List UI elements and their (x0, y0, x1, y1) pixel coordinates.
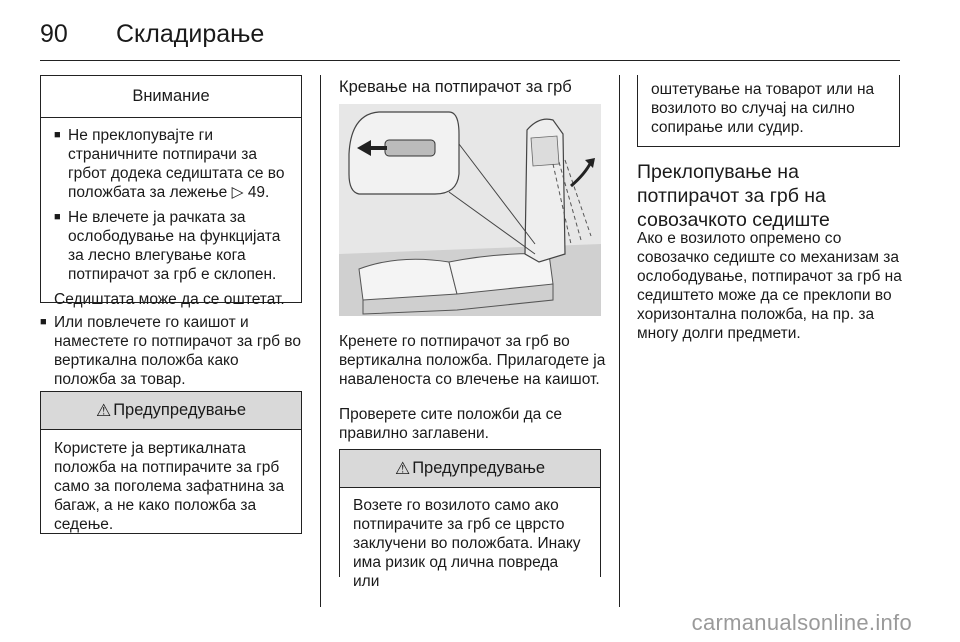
warning-triangle-icon: ⚠ (95, 400, 112, 420)
warning-box-left-title: Предупредување (113, 401, 247, 419)
caution-box (40, 75, 302, 308)
page-number: 90 (40, 20, 68, 48)
warning-box-middle-body: Возете го возилото само ако потпирачите за грб се цврсто заклучени во положбата. Инаку има ризик од лична повреда или (353, 497, 581, 590)
section-heading-fold-passenger: Преклопување на потпирачот за грб на совозачкото седиште (637, 161, 830, 231)
right-paragraph: Ако е возилото опремено со совозачко седиште со механизам за ослободување, потпирачот за грб на седиштето може да се преклопи во хоризонтална положба, на пр. за многу долги предмети. (637, 230, 902, 342)
caution-reference-page: 49. (247, 184, 270, 201)
warning-box-continued (637, 75, 900, 147)
left-bullet-text: Или повлечете го каишот и наместете го потпирачот за грб во вертикална положба како положба за товар. (54, 314, 301, 388)
middle-paragraph-1: Кренете го потпирачот за грб во вертикална положба. Прилагодете ја наваленоста со влечење на каишот. (339, 333, 606, 388)
warning-box-continued-body: оштетување на товарот или на возилото во случај на силно сопирање или судир. (651, 81, 875, 136)
arrow-reference-icon: ▷ (231, 184, 244, 201)
caution-note: Седиштата може да се оштетат. (54, 291, 285, 308)
bullet-square-icon: ■ (40, 316, 47, 328)
caution-box-title: Внимание (41, 76, 301, 118)
seat-backrest-illustration (339, 104, 601, 316)
page-header (40, 14, 920, 60)
warning-box-left-body: Користете ја вертикалната положба на потпирачите за грб само за поголема зафатнина за багаж, а не како положба за седење. (54, 440, 285, 533)
column-divider-left (320, 75, 321, 607)
warning-box-left-header (41, 392, 301, 430)
warning-box-middle-header (340, 450, 600, 488)
warning-box-middle (339, 449, 601, 590)
warning-box-middle-title: Предупредување (412, 459, 546, 477)
column-divider-right (619, 75, 620, 607)
caution-bullet-1-text: Не преклопувајте ги страничните потпирачи за грбот додека седиштата се во положбата за лежење (68, 127, 285, 201)
caution-bullet-1 (54, 126, 289, 202)
caution-bullet-2: ■ Не влечете ја рачката за ослободување на функцијата за лесно влегување кога потпирачот за грб е склопен. (54, 208, 289, 284)
caution-box-body (41, 118, 301, 309)
section-heading-raise: Кревање на потпирачот за грб (339, 78, 572, 96)
seat-illustration-svg (339, 104, 601, 316)
watermark: carmanualsonline.info (691, 610, 912, 635)
warning-triangle-icon: ⚠ (394, 458, 411, 478)
warning-box-left (40, 391, 302, 534)
middle-paragraph-2: Проверете сите положби да се правилно заглавени. (339, 406, 562, 442)
header-rule (40, 60, 900, 61)
page-title: Складирање (116, 20, 265, 48)
left-bullet (40, 313, 302, 389)
